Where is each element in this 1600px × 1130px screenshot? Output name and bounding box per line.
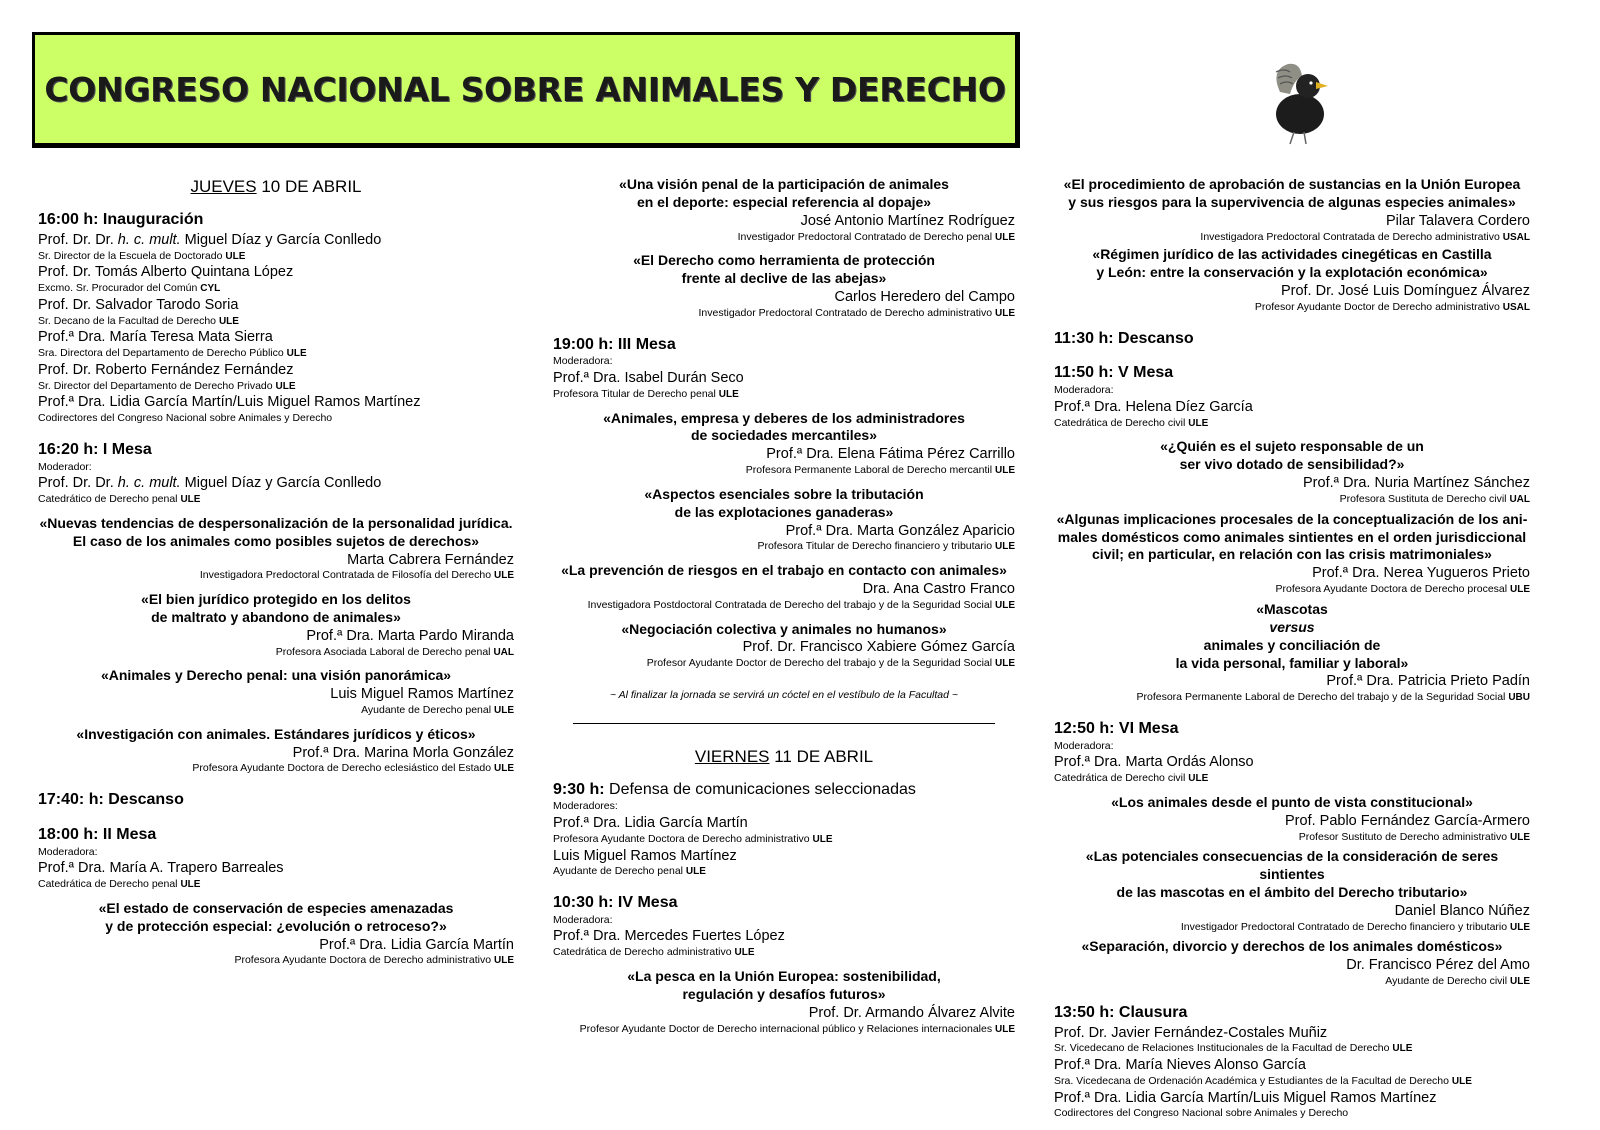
speaker-role: Profesor Ayudante Doctor de Derecho administrativo USAL <box>1254 300 1530 313</box>
talk-title: «Investigación con animales. Estándares jurídicos y éticos» <box>76 725 476 742</box>
talk-title: «Aspectos esenciales sobre la tributación de las explotaciones ganaderas» <box>644 485 924 520</box>
speaker-role: Investigador Predoctoral Contratado de Derecho financiero y tributario ULE <box>1180 920 1530 933</box>
speaker-role: Investigadora Predoctoral Contratada de Filosofía del Derecho ULE <box>199 569 514 582</box>
speaker-role: Investigador Predoctoral Contratado de Derecho penal ULE <box>737 230 1015 243</box>
speaker-role: Profesora Permanente Laboral de Derecho mercantil ULE <box>745 464 1015 477</box>
moderator-role: Catedrática de Derecho civil ULE <box>1054 416 1209 429</box>
speaker-role: Profesor Ayudante Doctor de Derecho del trabajo y de la Seguridad Social ULE <box>646 657 1015 670</box>
column-3 <box>1054 176 1530 1121</box>
session-time: 11:30 h: Descanso <box>1054 329 1194 347</box>
person-name: Prof.ª Dra. Lidia García Martín/Luis Miguel Ramos Martínez <box>38 394 421 411</box>
session-time: 18:00 h: II Mesa <box>38 825 157 843</box>
talk-title: «El bien jurídico protegido en los delitos de maltrato y abandono de animales» <box>141 591 411 625</box>
session-time: 19:00 h: III Mesa <box>553 335 676 353</box>
person-role: Sra. Directora del Departamento de Derecho Público ULE <box>38 347 307 360</box>
talk-title: «El procedimiento de aprobación de sustancias en la Unión Europea y sus riesgos para la supervivencia de algunas especies animales» <box>1063 176 1521 210</box>
talk-title: «Régimen jurídico de las actividades cinegéticas en Castilla y León: entre la conservación y la explotación económica» <box>1092 246 1492 281</box>
moderator-label: Moderadora: <box>1054 384 1114 397</box>
speaker-role: Profesora Ayudante Doctora de Derecho eclesiástico del Estado ULE <box>192 762 514 775</box>
person-role: Codirectores del Congreso Nacional sobre Animales y Derecho <box>1054 1107 1349 1120</box>
speaker-name: José Antonio Martínez Rodríguez <box>800 212 1015 229</box>
moderator-name: Prof.ª Dra. Mercedes Fuertes López <box>553 928 785 945</box>
person-name: Prof. Dr. Tomás Alberto Quintana López <box>38 264 294 281</box>
talk-title: «Separación, divorcio y derechos de los animales domésticos» <box>1081 938 1503 955</box>
session-time: 17:40: h: Descanso <box>38 791 184 809</box>
speaker-name: Marta Cabrera Fernández <box>347 551 514 568</box>
talk-title: «Los animales desde el punto de vista constitucional» <box>1111 793 1473 810</box>
moderator-name: Luis Miguel Ramos Martínez <box>553 847 737 864</box>
person-name: Prof. Dr. Salvador Tarodo Soria <box>38 296 239 313</box>
talk-title: «La pesca en la Unión Europea: sostenibilidad, regulación y desafíos futuros» <box>627 967 941 1002</box>
moderator-name: Prof.ª Dra. Isabel Durán Seco <box>553 370 744 387</box>
day-heading-jueves <box>38 176 514 198</box>
speaker-name: Prof. Pablo Fernández García-Armero <box>1285 812 1530 829</box>
person-role: Sr. Vicedecano de Relaciones Institucionales de la Facultad de Derecho ULE <box>1054 1042 1413 1055</box>
day-date: 10 DE ABRIL <box>261 177 362 196</box>
moderator-name: Prof.ª Dra. Lidia García Martín <box>553 815 748 832</box>
moderator-name: Prof.ª Dra. Helena Díez García <box>1054 398 1253 415</box>
person-name: Prof. Dr. Javier Fernández-Costales Muñiz <box>1054 1024 1328 1041</box>
speaker-name: Prof. Dr. Francisco Xabiere Gómez García <box>742 639 1015 656</box>
cocktail-note: ~ Al finalizar la jornada se servirá un cóctel en el vestíbulo de la Facultad ~ <box>609 688 959 701</box>
day-heading-viernes <box>553 746 1015 768</box>
person-role: Codirectores del Congreso Nacional sobre Animales y Derecho <box>38 412 333 425</box>
person-name: Prof. Dr. Roberto Fernández Fernández <box>38 361 294 378</box>
moderator-name: Prof.ª Dra. Marta Ordás Alonso <box>1054 754 1254 771</box>
talk-title: «La prevención de riesgos en el trabajo en contacto con animales» <box>561 562 1007 579</box>
talk-title: «El Derecho como herramienta de protección frente al declive de las abejas» <box>633 252 935 287</box>
moderator-role: Catedrático de Derecho penal ULE <box>38 493 201 506</box>
moderator-label: Moderadores: <box>553 800 618 813</box>
person-role: Sr. Director del Departamento de Derecho Privado ULE <box>38 379 296 392</box>
day-word: VIERNES <box>694 746 770 766</box>
moderator-name: Prof.ª Dra. María A. Trapero Barreales <box>38 860 284 877</box>
day-word: JUEVES <box>190 177 257 196</box>
speaker-name: Pilar Talavera Cordero <box>1386 212 1530 229</box>
moderator-role: Profesora Titular de Derecho penal ULE <box>553 387 739 400</box>
speaker-name: Prof.ª Dra. Elena Fátima Pérez Carrillo <box>766 446 1015 463</box>
person-role: Sra. Vicedecana de Ordenación Académica y Estudiantes de la Facultad de Derecho ULE <box>1054 1074 1472 1087</box>
page-title: CONGRESO NACIONAL SOBRE ANIMALES Y DERECHO <box>44 69 1006 109</box>
speaker-name: Luis Miguel Ramos Martínez <box>330 686 514 703</box>
day-date: 11 DE ABRIL <box>774 746 874 766</box>
session-time: 13:50 h: Clausura <box>1054 1003 1188 1021</box>
speaker-name: Prof.ª Dra. Nuria Martínez Sánchez <box>1303 475 1530 492</box>
speaker-name: Prof.ª Dra. Marina Morla González <box>292 744 514 761</box>
talk-title: «¿Quién es el sujeto responsable de un ser vivo dotado de sensibilidad?» <box>1160 438 1424 473</box>
talk-title: «Animales y Derecho penal: una visión panorámica» <box>100 667 452 684</box>
person-name: Prof. Dr. Dr. h. c. mult. Miguel Díaz y García Conlledo <box>38 231 382 248</box>
speaker-name: Dr. Francisco Pérez del Amo <box>1346 957 1530 974</box>
bird-icon <box>1250 52 1340 147</box>
speaker-role: Ayudante de Derecho penal ULE <box>361 704 514 717</box>
moderator-name: Prof. Dr. Dr. h. c. mult. Miguel Díaz y García Conlledo <box>38 475 382 492</box>
speaker-name: Carlos Heredero del Campo <box>834 289 1015 306</box>
talk-title: «Nuevas tendencias de despersonalización de la personalidad jurídica. El caso de los animales como posibles sujetos de derechos» <box>39 514 513 549</box>
speaker-name: Prof.ª Dra. Marta Pardo Miranda <box>306 627 514 644</box>
person-name: Prof.ª Dra. Lidia García Martín/Luis Miguel Ramos Martínez <box>1054 1089 1437 1106</box>
session-time: 9:30 h: Defensa de comunicaciones seleccionadas <box>553 780 916 798</box>
speaker-role: Profesora Ayudante Doctora de Derecho procesal ULE <box>1275 583 1530 596</box>
moderator-role: Catedrática de Derecho civil ULE <box>1054 772 1209 785</box>
speaker-role: Profesora Ayudante Doctora de Derecho administrativo ULE <box>234 954 514 967</box>
moderator-label: Moderadora: <box>553 913 613 926</box>
speaker-role: Profesora Asociada Laboral de Derecho penal UAL <box>275 645 514 658</box>
session-time: 16:00 h: Inauguración <box>38 211 204 229</box>
talk-title: «Una visión penal de la participación de animales en el deporte: especial referencia al dopaje» <box>619 176 949 210</box>
talk-title: «Las potenciales consecuencias de la consideración de seres sintientes de las mascotas en el ámbito del Derecho tributario» <box>1085 848 1499 901</box>
speaker-role: Profesor Ayudante Doctor de Derecho internacional público y Relaciones internacionales ULE <box>579 1022 1015 1035</box>
speaker-name: Prof.ª Dra. Marta González Aparicio <box>785 522 1015 539</box>
speaker-name: Prof. Dr. Armando Álvarez Alvite <box>808 1004 1015 1021</box>
speaker-name: Prof.ª Dra. Patricia Prieto Padín <box>1326 673 1530 690</box>
person-role: Sr. Director de la Escuela de Doctorado ULE <box>38 249 246 262</box>
speaker-role: Profesora Permanente Laboral de Derecho del trabajo y de la Seguridad Social UBU <box>1136 691 1530 704</box>
session-time: 12:50 h: VI Mesa <box>1054 719 1179 737</box>
speaker-name: Dra. Ana Castro Franco <box>862 581 1015 598</box>
talk-title: «El estado de conservación de especies amenazadas y de protección especial: ¿evolución o retroceso?» <box>98 899 454 934</box>
talk-title: «Mascotas versus animales y conciliación de la vida personal, familiar y laboral» <box>1175 600 1409 671</box>
speaker-name: Prof.ª Dra. Nerea Yugueros Prieto <box>1312 565 1530 582</box>
session-time: 16:20 h: I Mesa <box>38 440 152 458</box>
moderator-role: Ayudante de Derecho penal ULE <box>553 865 706 878</box>
moderator-label: Moderadora: <box>553 355 613 368</box>
speaker-name: Prof.ª Dra. Lidia García Martín <box>319 936 514 953</box>
speaker-role: Profesor Sustituto de Derecho administrativo ULE <box>1298 830 1530 843</box>
column-2 <box>553 176 1015 1036</box>
speaker-name: Prof. Dr. José Luis Domínguez Álvarez <box>1280 283 1530 300</box>
column-1 <box>38 176 514 968</box>
talk-title: «Animales, empresa y deberes de los administradores de sociedades mercantiles» <box>603 409 965 444</box>
speaker-role: Investigador Predoctoral Contratado de Derecho administrativo ULE <box>698 306 1015 319</box>
person-name: Prof.ª Dra. María Nieves Alonso García <box>1054 1057 1306 1074</box>
speaker-role: Profesora Titular de Derecho financiero y tributario ULE <box>757 540 1015 553</box>
moderator-label: Moderador: <box>38 460 92 473</box>
title-banner <box>32 32 1020 148</box>
session-time: 10:30 h: IV Mesa <box>553 894 678 912</box>
speaker-role: Investigadora Predoctoral Contratada de Derecho administrativo USAL <box>1200 230 1530 243</box>
speaker-role: Investigadora Postdoctoral Contratada de Derecho del trabajo y de la Seguridad Social ULE <box>587 598 1015 611</box>
person-role: Sr. Decano de la Facultad de Derecho ULE <box>38 314 239 327</box>
person-role: Excmo. Sr. Procurador del Común CYL <box>38 282 221 295</box>
moderator-role: Profesora Ayudante Doctora de Derecho administrativo ULE <box>553 832 833 845</box>
talk-title: «Algunas implicaciones procesales de la conceptualización de los ani- males domésticos como animales sintientes en el orden jurisdiccional civil; en particular, en relación con las crisis matrimoniales» <box>1056 510 1528 563</box>
speaker-name: Daniel Blanco Núñez <box>1394 902 1530 919</box>
session-time: 11:50 h: V Mesa <box>1054 364 1174 382</box>
day-divider <box>573 723 995 724</box>
speaker-role: Ayudante de Derecho civil ULE <box>1385 975 1530 988</box>
moderator-label: Moderadora: <box>38 845 98 858</box>
person-name: Prof.ª Dra. María Teresa Mata Sierra <box>38 329 273 346</box>
speaker-role: Profesora Sustituta de Derecho civil UAL <box>1339 492 1530 505</box>
talk-title: «Negociación colectiva y animales no humanos» <box>621 620 947 637</box>
moderator-role: Catedrática de Derecho administrativo ULE <box>553 946 755 959</box>
moderator-label: Moderadora: <box>1054 739 1114 752</box>
inauguracion-people <box>38 231 514 426</box>
moderator-role: Catedrática de Derecho penal ULE <box>38 878 201 891</box>
